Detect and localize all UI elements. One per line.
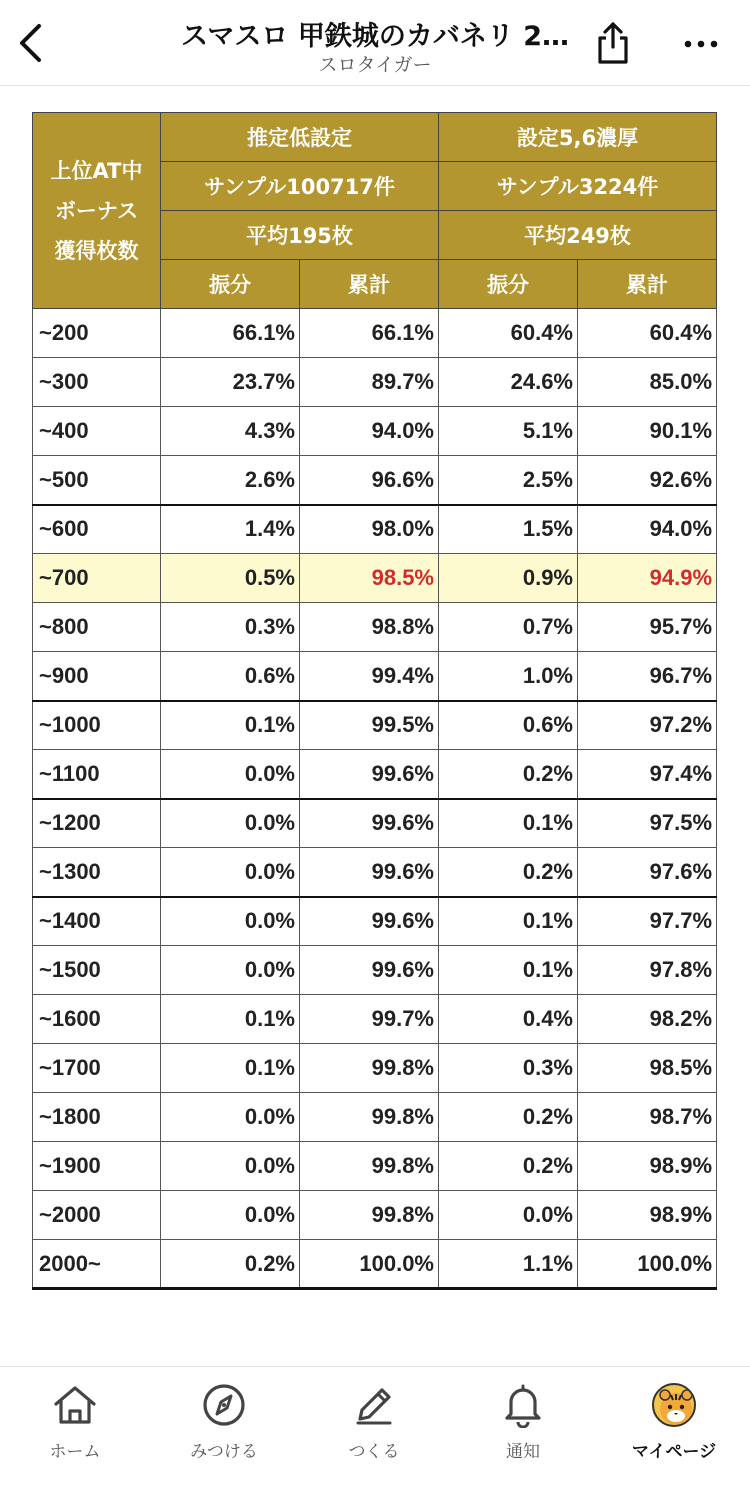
table-cell: 0.0% [161, 1191, 300, 1240]
sample-count-high: サンプル3224件 [439, 162, 717, 211]
more-button[interactable] [676, 26, 726, 62]
table-row [33, 652, 717, 701]
corner-label-line: 上位AT中 [50, 158, 143, 183]
table-cell: 98.5% [300, 554, 439, 603]
table-cell: 0.0% [161, 946, 300, 995]
table-cell: 0.0% [439, 1191, 578, 1240]
table-cell: 99.8% [300, 1044, 439, 1093]
row-range-label: ~700 [33, 554, 161, 603]
table-cell: 2.5% [439, 456, 578, 505]
table-cell: 60.4% [439, 309, 578, 358]
average-low: 平均195枚 [161, 211, 439, 260]
subheader-share-high: 振分 [439, 260, 578, 309]
table-cell: 0.1% [161, 995, 300, 1044]
share-icon [596, 21, 630, 65]
home-icon [51, 1381, 99, 1429]
table-row [33, 603, 717, 652]
nav-notifications[interactable] [463, 1381, 583, 1471]
row-range-label: ~1500 [33, 946, 161, 995]
table-cell: 23.7% [161, 358, 300, 407]
table-cell: 0.1% [161, 1044, 300, 1093]
table-cell: 0.0% [161, 1093, 300, 1142]
table-cell: 99.8% [300, 1142, 439, 1191]
row-range-label: ~1600 [33, 995, 161, 1044]
table-cell: 0.2% [439, 750, 578, 799]
chevron-left-icon [17, 23, 43, 63]
table-cell: 0.2% [161, 1240, 300, 1289]
table-cell: 89.7% [300, 358, 439, 407]
table-cell: 0.2% [439, 848, 578, 897]
table-cell: 96.7% [578, 652, 717, 701]
table-row [33, 1240, 717, 1289]
table-row [33, 456, 717, 505]
table-cell: 99.7% [300, 995, 439, 1044]
table-cell: 0.1% [439, 799, 578, 848]
table-cell: 97.7% [578, 897, 717, 946]
table-cell: 0.7% [439, 603, 578, 652]
table-cell: 99.8% [300, 1191, 439, 1240]
table-cell: 1.0% [439, 652, 578, 701]
table-cell: 98.0% [300, 505, 439, 554]
table-cell: 97.8% [578, 946, 717, 995]
row-range-label: ~300 [33, 358, 161, 407]
table-cell: 98.9% [578, 1142, 717, 1191]
nav-label-mypage: マイページ [631, 1442, 717, 1462]
table-cell: 85.0% [578, 358, 717, 407]
table-row [33, 946, 717, 995]
table-cell: 1.5% [439, 505, 578, 554]
nav-label-create: つくる [348, 1442, 400, 1462]
table-cell: 0.3% [161, 603, 300, 652]
table-cell: 99.6% [300, 897, 439, 946]
table-cell: 0.2% [439, 1142, 578, 1191]
table-cell: 0.3% [439, 1044, 578, 1093]
table-row [33, 309, 717, 358]
table-cell: 94.0% [578, 505, 717, 554]
table-cell: 0.1% [161, 701, 300, 750]
table-cell: 98.2% [578, 995, 717, 1044]
bottom-nav [0, 1366, 750, 1490]
nav-label-notifications: 通知 [506, 1442, 540, 1462]
subheader-cumulative-low: 累計 [300, 260, 439, 309]
table-body [33, 309, 717, 1289]
table-cell: 92.6% [578, 456, 717, 505]
table-cell: 99.6% [300, 799, 439, 848]
table-cell: 99.5% [300, 701, 439, 750]
table-cell: 1.4% [161, 505, 300, 554]
table-cell: 0.1% [439, 897, 578, 946]
pencil-icon [350, 1381, 398, 1429]
row-range-label: ~900 [33, 652, 161, 701]
table-cell: 0.2% [439, 1093, 578, 1142]
table-cell: 97.5% [578, 799, 717, 848]
row-range-label: ~500 [33, 456, 161, 505]
row-range-label: ~800 [33, 603, 161, 652]
row-range-label: ~1100 [33, 750, 161, 799]
corner-label-line: 獲得枚数 [54, 238, 139, 263]
table-row [33, 701, 717, 750]
table-row [33, 799, 717, 848]
table-cell: 100.0% [578, 1240, 717, 1289]
table-cell: 0.0% [161, 848, 300, 897]
table-cell: 4.3% [161, 407, 300, 456]
table-cell: 0.1% [439, 946, 578, 995]
table-cell: 97.2% [578, 701, 717, 750]
table-cell: 24.6% [439, 358, 578, 407]
table-row [33, 1142, 717, 1191]
table-cell: 98.8% [300, 603, 439, 652]
table-cell: 99.6% [300, 750, 439, 799]
table-cell: 0.6% [161, 652, 300, 701]
back-button[interactable] [10, 20, 50, 66]
table-cell: 0.9% [439, 554, 578, 603]
nav-label-discover: みつける [190, 1442, 258, 1462]
table-cell: 99.8% [300, 1093, 439, 1142]
table-cell: 98.9% [578, 1191, 717, 1240]
table-cell: 5.1% [439, 407, 578, 456]
row-range-label: ~1900 [33, 1142, 161, 1191]
table-cell: 0.4% [439, 995, 578, 1044]
table-cell: 0.0% [161, 1142, 300, 1191]
nav-create[interactable] [314, 1381, 434, 1471]
table-cell: 100.0% [300, 1240, 439, 1289]
table-row [33, 505, 717, 554]
table-cell: 99.4% [300, 652, 439, 701]
more-dots-icon [683, 39, 719, 49]
page-subtitle: スロタイガー [318, 54, 432, 76]
avatar-tiger-icon [652, 1383, 696, 1427]
table-row [33, 554, 717, 603]
row-range-label: ~1800 [33, 1093, 161, 1142]
row-range-label: ~400 [33, 407, 161, 456]
row-range-label: ~1000 [33, 701, 161, 750]
table-cell: 98.7% [578, 1093, 717, 1142]
compass-icon [200, 1381, 248, 1429]
table-row [33, 750, 717, 799]
subheader-share-low: 振分 [161, 260, 300, 309]
table-cell: 66.1% [300, 309, 439, 358]
table-row [33, 995, 717, 1044]
bell-icon [499, 1381, 547, 1429]
table-cell: 66.1% [161, 309, 300, 358]
distribution-table [32, 112, 717, 1290]
page-title: スマスロ 甲鉄城のカバネリ 2… [180, 21, 570, 52]
table-cell: 0.0% [161, 799, 300, 848]
table-cell: 2.6% [161, 456, 300, 505]
distribution-table-image [32, 112, 716, 1290]
table-cell: 1.1% [439, 1240, 578, 1289]
table-cell: 60.4% [578, 309, 717, 358]
row-range-label: ~200 [33, 309, 161, 358]
table-row [33, 407, 717, 456]
table-row [33, 1191, 717, 1240]
table-cell: 0.6% [439, 701, 578, 750]
table-cell: 99.6% [300, 848, 439, 897]
avatar-container [650, 1381, 698, 1429]
corner-label-line: ボーナス [54, 198, 139, 223]
table-cell: 98.5% [578, 1044, 717, 1093]
table-cell: 90.1% [578, 407, 717, 456]
row-range-label: ~600 [33, 505, 161, 554]
sample-count-low: サンプル100717件 [161, 162, 439, 211]
row-range-label: ~1200 [33, 799, 161, 848]
table-cell: 97.6% [578, 848, 717, 897]
table-cell: 99.6% [300, 946, 439, 995]
group-header-low: 推定低設定 [161, 113, 439, 162]
table-cell: 0.0% [161, 750, 300, 799]
nav-home[interactable] [15, 1381, 135, 1471]
table-cell: 0.5% [161, 554, 300, 603]
row-range-label: ~1300 [33, 848, 161, 897]
row-range-label: ~2000 [33, 1191, 161, 1240]
nav-mypage[interactable] [614, 1381, 734, 1471]
top-header [0, 0, 750, 86]
table-cell: 95.7% [578, 603, 717, 652]
table-row [33, 848, 717, 897]
table-cell: 0.0% [161, 897, 300, 946]
nav-discover[interactable] [164, 1381, 284, 1471]
subheader-cumulative-high: 累計 [578, 260, 717, 309]
table-cell: 96.6% [300, 456, 439, 505]
table-corner-label [33, 113, 161, 309]
nav-label-home: ホーム [49, 1442, 101, 1462]
row-range-label: ~1400 [33, 897, 161, 946]
row-range-label: ~1700 [33, 1044, 161, 1093]
table-row [33, 897, 717, 946]
table-row [33, 358, 717, 407]
group-header-high: 設定5,6濃厚 [439, 113, 717, 162]
table-cell: 94.9% [578, 554, 717, 603]
table-cell: 94.0% [300, 407, 439, 456]
row-range-label: 2000~ [33, 1240, 161, 1289]
share-button[interactable] [590, 18, 636, 68]
table-row [33, 1044, 717, 1093]
average-high: 平均249枚 [439, 211, 717, 260]
table-row [33, 1093, 717, 1142]
table-cell: 97.4% [578, 750, 717, 799]
